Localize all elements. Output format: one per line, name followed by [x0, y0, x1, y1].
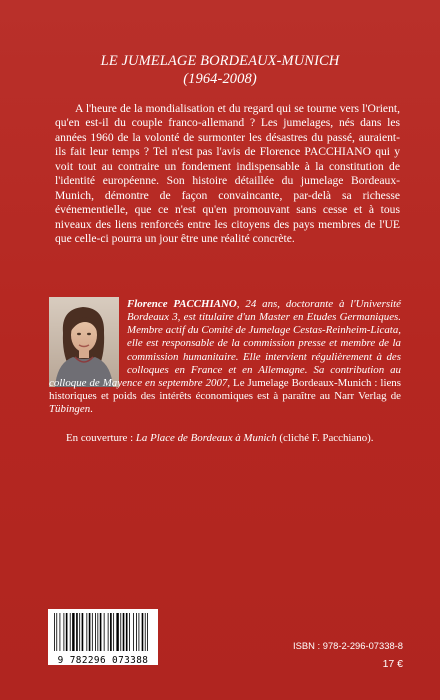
- barcode-bars: [48, 609, 158, 655]
- author-name: Florence PACCHIANO: [127, 298, 237, 310]
- title-dates: (1964-2008): [183, 71, 257, 87]
- cover-credit: [66, 432, 406, 445]
- price: 17 €: [382, 658, 403, 670]
- author-bio-end: .: [90, 403, 93, 416]
- author-bio-roman: Le Jumelage Bordeaux-Munich : liens historiques et poids des intérêts économiques est à paraître au Narr Verlag de: [49, 376, 401, 403]
- cover-credit-prefix: En couverture :: [66, 432, 136, 444]
- barcode-bar: [100, 613, 102, 651]
- author-bio-city: Tübingen: [49, 403, 91, 416]
- barcode-bar: [89, 613, 91, 651]
- isbn: ISBN : 978-2-296-07338-8: [293, 640, 403, 651]
- barcode-bar: [70, 613, 71, 651]
- barcode-bar: [136, 613, 137, 651]
- barcode-bar: [108, 613, 109, 651]
- barcode-bar: [120, 613, 121, 651]
- barcode-bar: [95, 613, 96, 651]
- author-bio: [49, 298, 401, 416]
- barcode-bar: [54, 613, 55, 651]
- barcode-bar: [63, 613, 64, 651]
- book-title: [0, 52, 440, 88]
- barcode-bar: [72, 613, 74, 651]
- barcode-bar: [79, 613, 80, 651]
- barcode-bar: [142, 613, 144, 651]
- barcode-bar: [86, 613, 87, 651]
- photo-spacer: [49, 298, 127, 376]
- barcode-bar: [133, 613, 134, 651]
- barcode-bar: [60, 613, 61, 651]
- barcode-bar: [139, 613, 140, 651]
- book-summary: A l'heure de la mondialisation et du regard qui se tourne vers l'Orient, qu'en est-il du couple franco-allemand ? Les jumelages, nés dans les années 1960 de la volonté de surmonter les désastres du passé, auraient-ils fait leur temps ? Tel n'est pas l'avis de Florence PACCHIANO qui y voit tout au contraire un fondement indispensable à la constitution de l'identité européenne. Son histoire détaillée du jumelage Bordeaux-Munich, démontre de façon convaincante, par-delà sa richesse événementielle, que ce n'est qu'en promouvant sans cesse et à tous niveaux des liens renforcés entre les citoyens des pays membres de l'UE que celle-ci pourra un jour être une réalité concrète.: [55, 102, 400, 246]
- barcode-bar: [123, 613, 125, 651]
- barcode-bar: [110, 613, 112, 651]
- barcode-bar: [97, 613, 98, 651]
- barcode-bar: [104, 613, 105, 651]
- barcode-bar: [116, 613, 118, 651]
- barcode-bar: [66, 613, 68, 651]
- barcode-bar: [129, 613, 130, 651]
- barcode-bar: [76, 613, 78, 651]
- author-bio-italic: , 24 ans, doctorante à l'Université Bordeaux 3, est titulaire d'un Master en Etudes Germaniques. Membre actif du Comité de Jumelage Cestas-Reinheim-Licata, elle est responsable de la commission presse et membre de la commission humanitaire. Elle intervient régulièrement à des colloques en France et en Allemagne. Sa contribution au colloque de Mayence en septembre 2007,: [49, 298, 402, 389]
- barcode-bar: [82, 613, 84, 651]
- cover-credit-suffix: (cliché F. Pacchiano).: [276, 432, 374, 444]
- barcode-digits: 9 782296 073388: [57, 655, 149, 666]
- cover-credit-title: La Place de Bordeaux à Munich: [135, 432, 277, 444]
- barcode-bar: [113, 613, 114, 651]
- barcode-bar: [126, 613, 128, 651]
- barcode-bar: [145, 613, 146, 651]
- title-main: LE JUMELAGE BORDEAUX-MUNICH: [100, 53, 340, 69]
- barcode-bar: [92, 613, 93, 651]
- barcode-bar: [147, 613, 148, 651]
- barcode-bar: [56, 613, 57, 651]
